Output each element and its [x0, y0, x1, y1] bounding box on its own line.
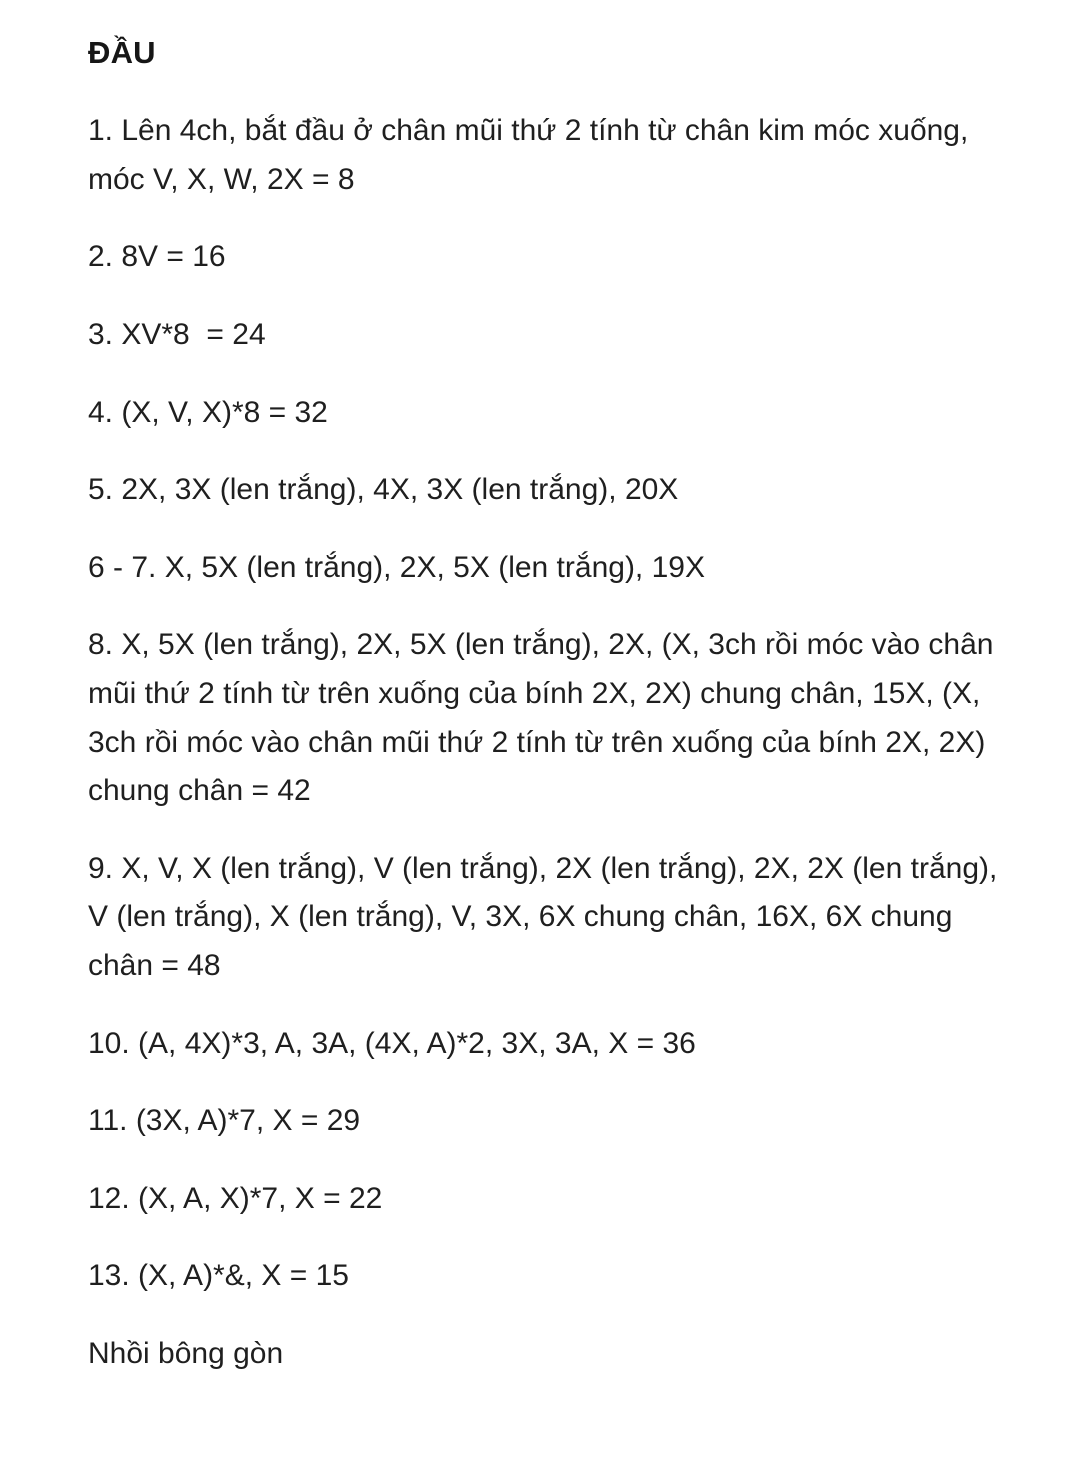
pattern-step-13: 13. (X, A)*&, X = 15 [88, 1259, 349, 1293]
pattern-step-10: 10. (A, 4X)*3, A, 3A, (4X, A)*2, 3X, 3A, X = 36 [88, 1026, 696, 1060]
pattern-step-12: 12. (X, A, X)*7, X = 22 [88, 1181, 383, 1215]
pattern-step-4: 4. (X, V, X)*8 = 32 [88, 395, 328, 429]
page-title: ĐẦU [88, 35, 156, 70]
pattern-step-8: 8. X, 5X (len trắng), 2X, 5X (len trắng), 2X, (X, 3ch rồi móc vào chân mũi thứ 2 tính từ trên xuống của bính 2X, 2X) chung chân, 15X, (X, 3ch rồi móc vào chân mũi thứ 2 tính từ trên xuống của bính 2X, 2X) chung chân = 42 [88, 628, 1002, 808]
pattern-step-6-7: 6 - 7. X, 5X (len trắng), 2X, 5X (len trắng), 19X [88, 550, 705, 584]
pattern-step-9: 9. X, V, X (len trắng), V (len trắng), 2X (len trắng), 2X, 2X (len trắng), V (len trắng), X (len trắng), V, 3X, 6X chung chân, 16X, 6X chung chân = 48 [88, 851, 1006, 982]
pattern-step-1: 1. Lên 4ch, bắt đầu ở chân mũi thứ 2 tính từ chân kim móc xuống, móc V, X, W, 2X = 8 [88, 114, 977, 196]
pattern-step-11: 11. (3X, A)*7, X = 29 [88, 1104, 361, 1138]
pattern-step-5: 5. 2X, 3X (len trắng), 4X, 3X (len trắng), 20X [88, 473, 679, 507]
pattern-step-3: 3. XV*8 = 24 [88, 317, 266, 351]
closing-note: Nhồi bông gòn [88, 1336, 284, 1370]
pattern-step-2: 2. 8V = 16 [88, 240, 226, 274]
